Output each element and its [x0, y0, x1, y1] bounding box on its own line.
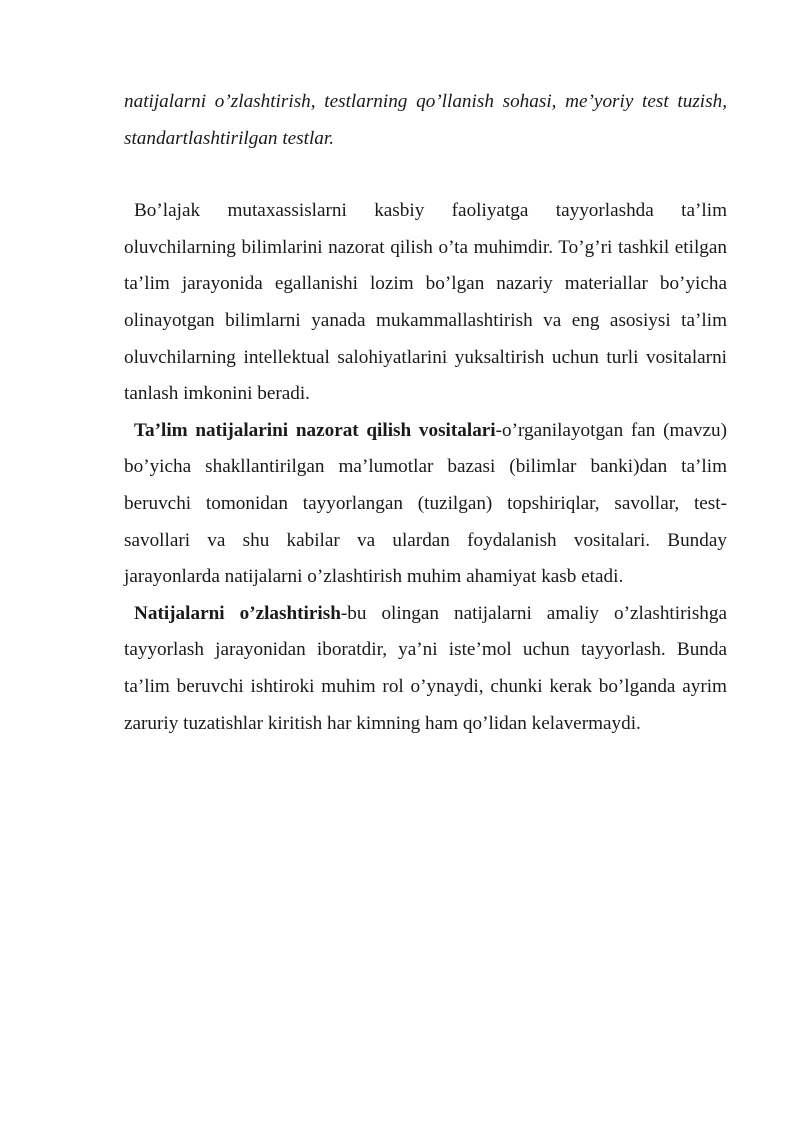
- keywords-text: natijalarni o’zlashtirish, testlarning qo’llanish sohasi, me’yoriy test tuzish, standartlashtirilgan testlar.: [124, 91, 727, 149]
- term-results-mastery: Natijalarni o’zlashtirish: [134, 602, 341, 624]
- paragraph-assessment-importance: [124, 193, 727, 413]
- paragraph-results-mastery: [124, 596, 727, 742]
- document-page: [124, 84, 727, 742]
- paragraph-assessment-tools: [124, 413, 727, 596]
- paragraph-assessment-importance-text: Bo’lajak mutaxassislarni kasbiy faoliyatga tayyorlashda ta’lim oluvchilarning bilimlarini nazorat qilish o’ta muhimdir. To’g’ri tashkil etilgan ta’lim jarayonida egallanishi lozim bo’lgan nazariy materiallar bo’yicha olinayotgan bilimlarni yanada mukammallashtirish va eng asosiysi ta’lim oluvchilarning intellektual salohiyatlarini yuksaltirish uchun turli vositalarni tanlash imkonini beradi.: [124, 200, 727, 405]
- paragraph-results-mastery-text: -bu olingan natijalarni amaliy o’zlashtirishga tayyorlash jarayonidan iboratdir, ya’ni iste’mol uchun tayyorlash. Bunda ta’lim beruvchi ishtiroki muhim rol o’ynaydi, chunki kerak bo’lganda ayrim zaruriy tuzatishlar kiritish har kimning ham qo’lidan kelavermaydi.: [124, 602, 727, 734]
- term-assessment-tools: Ta’lim natijalarini nazorat qilish vositalari: [134, 419, 496, 441]
- paragraph-assessment-tools-text: -o’rganilayotgan fan (mavzu) bo’yicha shakllantirilgan ma’lumotlar bazasi (bilimlar banki)dan ta’lim beruvchi tomonidan tayyorlangan (tuzilgan) topshiriqlar, savollar, test-savollari va shu kabilar va ulardan foydalanish vositalari. Bunday jarayonlarda natijalarni o’zlashtirish muhim ahamiyat kasb etadi.: [124, 419, 727, 588]
